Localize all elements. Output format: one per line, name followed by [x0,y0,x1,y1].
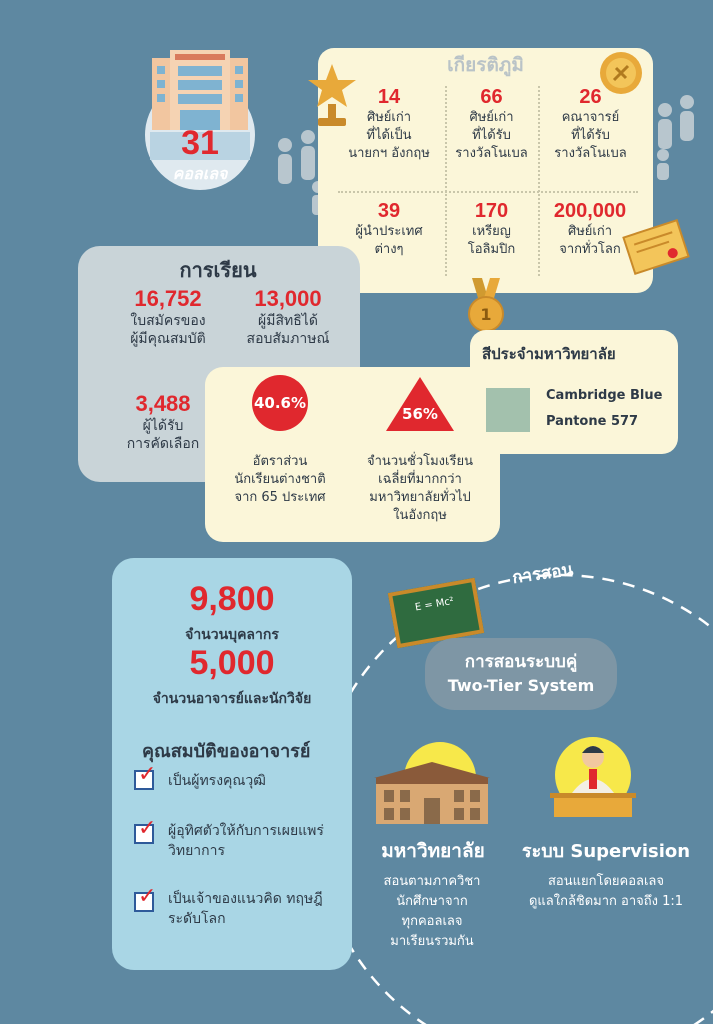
two-tier-system-badge [425,638,617,710]
stat-value: 200,000 [553,200,627,222]
divider [338,191,638,193]
stat-label: อัตราส่วน [252,454,308,469]
stat-label: รางวัลโนเบล [455,146,528,161]
qualification-text: ผู้อุทิศตัวให้กับการเผยแพร่ [168,823,324,839]
intl-students [215,375,345,507]
stat-interview [228,286,348,348]
qualification-text: เป็นเจ้าของแนวคิด ทฤษฎี [168,891,323,907]
color-name: Cambridge Blue [546,388,663,403]
gold-coin-icon [598,50,644,96]
check-mark-icon: ✓ [138,762,157,787]
stat-value: 26 [579,86,602,108]
stat-label: ที่ได้รับ [472,128,511,143]
stat-label: ผู้มีคุณสมบัติ [130,331,206,347]
blackboard-text: E = Mc² [414,595,455,614]
stat-label: ผู้มีสิทธิได้ [258,313,318,329]
university-desc-line: สอนตามภาควิชา [383,874,481,889]
staff-panel [112,558,352,970]
supervision-desc [506,872,706,912]
honors-title: เกียรติภูมิ [447,54,524,76]
stat-value: 3,488 [135,391,191,416]
stat-label: จำนวนชั่วโมงเรียน [367,454,473,469]
ratio-panel [205,367,500,542]
system-title-en: Two-Tier System [447,676,595,695]
university-desc [362,872,502,952]
qualification-text: วิทยาการ [168,843,226,859]
stat-label: การคัดเลือก [126,436,200,452]
university-building-icon [370,738,494,830]
stat-label: ในอังกฤษ [393,508,447,523]
stat-label: มหาวิทยาลัยทั่วไป [369,490,471,505]
stat-accepted [108,391,218,453]
triangle-icon [384,375,456,433]
stat-faculty-nobel [538,86,643,163]
personnel-value: 9,800 [189,580,275,618]
stat-value: 170 [474,200,509,222]
stat-label: ที่ได้รับ [571,128,610,143]
intl-circle: 40.6% [252,375,308,431]
supervision-desc-line: สอนแยกโดยคอลเลจ [547,874,665,889]
medal [466,278,506,334]
qualification-text: ระดับโลก [168,911,226,927]
hours-value: 56% [402,405,438,423]
supervisor-icon [548,735,638,827]
stat-label: ผู้นำประเทศ [355,224,423,239]
stat-label: ศิษย์เก่า [567,224,613,239]
university-desc-line: มาเรียนรวมกัน [390,934,474,949]
stat-value: 16,752 [134,286,202,311]
qualification-text: เป็นผู้ทรงคุณวุฒิ [168,773,266,789]
stat-value: 66 [480,86,503,108]
college-label: คอลเลจ [172,164,228,183]
researchers-value: 5,000 [189,644,275,682]
stat-label: นายกฯ อังกฤษ [348,146,430,161]
medal-number: 1 [480,305,492,324]
teaching-label: การสอน [510,559,575,589]
university-desc-line: นักศึกษาจาก [396,894,468,909]
stat-label: ที่ได้เป็น [366,128,412,143]
color-pantone: Pantone 577 [546,414,639,429]
stat-label: โอลิมปิก [467,242,516,257]
check-mark-icon: ✓ [138,816,157,841]
stat-label: เฉลี่ยที่มากกว่า [378,472,462,487]
stat-label: ใบสมัครของ [130,313,206,329]
personnel-label: จำนวนบุคลากร [185,627,279,643]
stat-alumni-nobel [445,86,538,163]
color-swatch [486,388,530,432]
college-section [130,40,270,190]
stat-label: จาก 65 ประเทศ [234,490,326,505]
university-title: มหาวิทยาลัย [381,840,485,862]
stat-value: 14 [377,86,401,108]
certificate-icon [622,218,690,276]
stat-olympic [445,200,538,259]
stat-label: เหรียญ [472,224,511,239]
stat-label: ผู้ได้รับ [142,418,184,434]
supervision-title: ระบบ Supervision [521,841,691,862]
trophy-star-icon [300,62,360,132]
stat-applicants [108,286,228,348]
stat-label: สอบสัมภาษณ์ [246,331,330,347]
stat-label: รางวัลโนเบล [554,146,627,161]
stat-label: ศิษย์เก่า [366,110,412,125]
university-color-panel [470,330,678,454]
college-count: 31 [181,124,219,162]
supervision-desc-line: ดูแลใกล้ชิดมาก อาจถึง 1:1 [528,894,684,909]
researchers-label: จำนวนอาจารย์และนักวิจัย [152,691,312,707]
check-mark-icon: ✓ [138,884,157,909]
stat-label: นักเรียนต่างชาติ [234,472,326,487]
color-title: สีประจำมหาวิทยาลัย [482,345,616,363]
stat-label: คณาจารย์ [561,110,620,125]
system-title-th: การสอนระบบคู่ [464,652,578,672]
stat-value: 13,000 [254,286,322,311]
stat-value: 39 [377,200,401,222]
stat-label: จากทั่วโลก [559,242,621,257]
university-desc-line: ทุกคอลเลจ [401,914,463,929]
stat-label: ศิษย์เก่า [469,110,514,125]
qualification-title: คุณสมบัติของอาจารย์ [142,741,311,762]
stat-label: ต่างๆ [374,242,404,257]
study-title: การเรียน [179,258,257,282]
